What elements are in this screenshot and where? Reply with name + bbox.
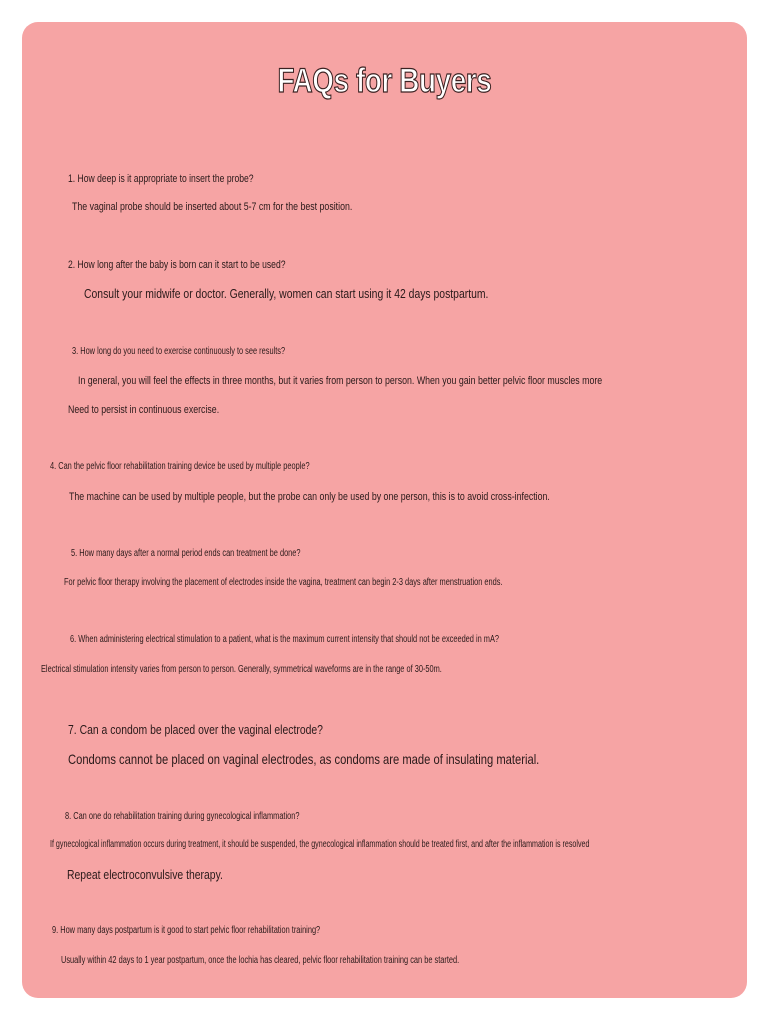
faq-answer-6: Electrical stimulation intensity varies from person to person. Generally, symmetrical waveforms are in the range of 30-50m.: [41, 664, 442, 675]
faq-question-1: 1. How deep is it appropriate to insert the probe?: [68, 173, 254, 185]
faq-question-5: 5. How many days after a normal period ends can treatment be done?: [71, 548, 301, 559]
faq-answer-9: Usually within 42 days to 1 year postpartum, once the lochia has cleared, pelvic floor rehabilitation training can be started.: [61, 955, 460, 966]
faq-answer-4: The machine can be used by multiple people, but the probe can only be used by one person, this is to avoid cross-infection.: [69, 491, 550, 503]
faq-answer-3-line-2: Need to persist in continuous exercise.: [68, 404, 220, 416]
faq-card: [22, 22, 747, 998]
title-container: [22, 62, 747, 101]
faq-answer-8-line-1: If gynecological inflammation occurs during treatment, it should be suspended, the gynecological inflammation should be treated first, and after the inflammation is resolved: [50, 839, 590, 850]
faq-question-4: 4. Can the pelvic floor rehabilitation training device be used by multiple people?: [50, 461, 310, 472]
faq-question-8: 8. Can one do rehabilitation training during gynecological inflammation?: [65, 811, 300, 822]
faq-question-6: 6. When administering electrical stimulation to a patient, what is the maximum current intensity that should not be exceeded in mA?: [70, 634, 500, 645]
faq-question-9: 9. How many days postpartum is it good to start pelvic floor rehabilitation training?: [52, 925, 321, 936]
faq-answer-1: The vaginal probe should be inserted about 5-7 cm for the best position.: [72, 201, 353, 213]
faq-answer-3-line-1: In general, you will feel the effects in three months, but it varies from person to person. When you gain better pelvic floor muscles more: [78, 375, 603, 387]
faq-answer-2: Consult your midwife or doctor. Generally, women can start using it 42 days postpartum.: [84, 286, 489, 301]
faq-answer-7: Condoms cannot be placed on vaginal electrodes, as condoms are made of insulating material.: [68, 751, 540, 767]
faq-answer-8-line-2: Repeat electroconvulsive therapy.: [67, 867, 223, 882]
page-title: FAQs for Buyers: [277, 62, 492, 100]
faq-answer-5: For pelvic floor therapy involving the placement of electrodes inside the vagina, treatment can begin 2-3 days after menstruation ends.: [64, 577, 503, 588]
faq-question-2: 2. How long after the baby is born can it start to be used?: [68, 259, 286, 271]
faq-question-3: 3. How long do you need to exercise continuously to see results?: [72, 346, 286, 357]
faq-question-7: 7. Can a condom be placed over the vaginal electrode?: [68, 722, 323, 737]
